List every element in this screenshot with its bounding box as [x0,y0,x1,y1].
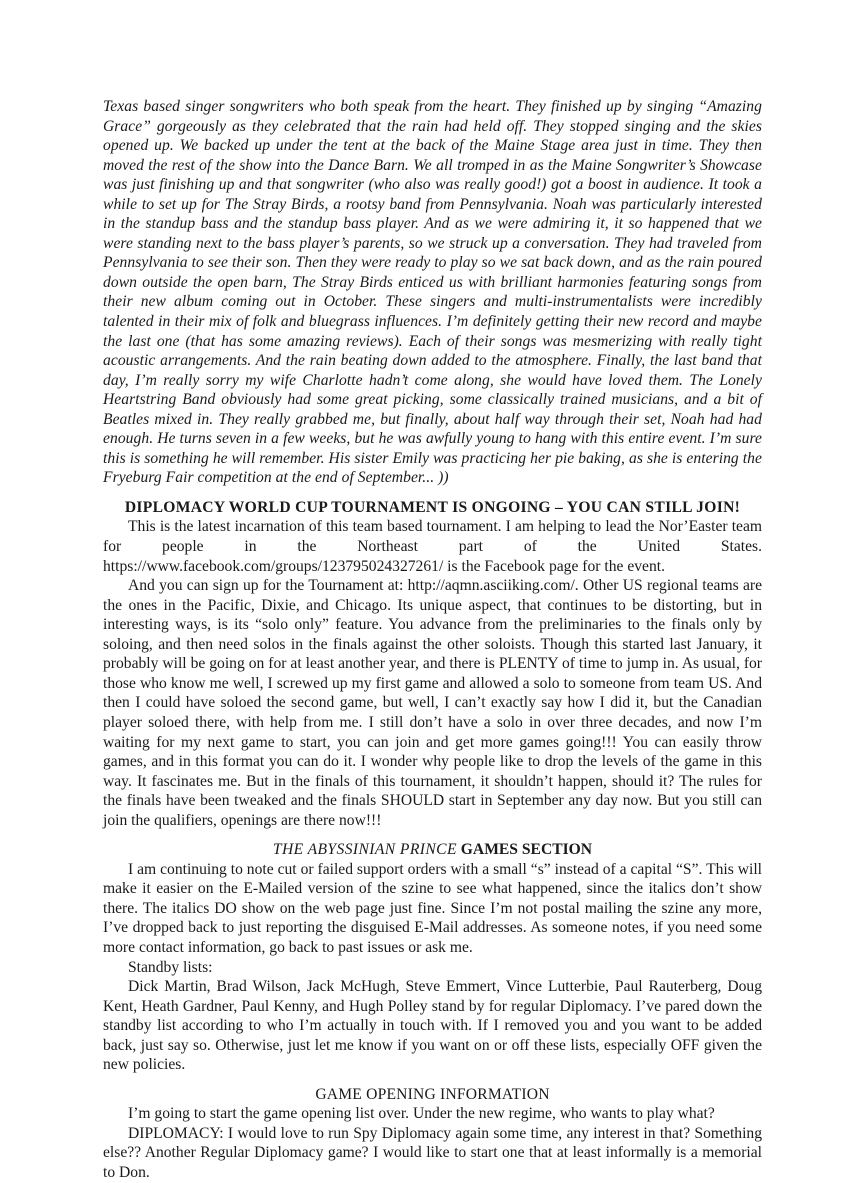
section-diplomacy-world-cup [103,498,762,830]
document-page [103,97,762,1183]
zine-title: THE ABYSSINIAN PRINCE [272,841,457,859]
section-heading-games [103,840,762,860]
section-heading-world-cup: DIPLOMACY WORLD CUP TOURNAMENT IS ONGOING – YOU CAN STILL JOIN! [124,498,741,516]
world-cup-paragraph-intro: This is the latest incarnation of this team based tournament. I am helping to lead the Nor’Easter team for people in the Northeast part of the United States. https://www.facebook.com/groups/123795024327261/ is the Facebook page for the event. [103,518,762,575]
section-heading-game-opening: GAME OPENING INFORMATION [315,1085,550,1103]
section-games [103,840,762,1075]
game-opening-paragraph-intro: I’m going to start the game opening list over. Under the new regime, who wants to play what? [128,1105,715,1123]
section-game-opening [103,1085,762,1183]
standby-lists-label: Standby lists: [128,958,213,976]
standby-list-paragraph: Dick Martin, Brad Wilson, Jack McHugh, Steve Emmert, Vince Lutterbie, Paul Rauterberg, Doug Kent, Heath Gardner, Paul Kenny, and Hugh Polley stand by for regular Diplomacy. I’ve pared down the standby list according to who I’m actually in touch with. If I removed you and you want to be added back, just say so. Otherwise, just let me know if you want on or off these lists, especially OFF given the new policies. [103,978,762,1074]
game-opening-paragraph-diplomacy: DIPLOMACY: I would love to run Spy Diplomacy again some time, any interest in that? Something else?? Another Regular Diplomacy game? I would like to start one that at least informally is a memorial to Don. [103,1124,762,1181]
games-section-label: GAMES SECTION [460,841,593,859]
world-cup-paragraph-signup: And you can sign up for the Tournament at: http://aqmn.asciiking.com/. Other US regional teams are the ones in the Pacific, Dixie, and Chicago. Its unique aspect, that continues to be distorting, but in interesting ways, is its “solo only” feature. You advance from the preliminaries to the finals only by soloing, and then need solos in the finals against the other soloists. Though this started last January, it probably will be going on for at least another year, and there is PLENTY of time to jump in. As usual, for those who know me well, I screwed up my first game and allowed a solo to someone from team US. And then I could have soloed the second game, but well, I can’t exactly say how I did it, but the Canadian player soloed there, with help from me. I still don’t have a solo in over three decades, and now I’m waiting for my next game to start, you can join and get more games going!!! You can easily throw games, and in this format you can do it. I wonder why people like to drop the levels of the game in this way. It fascinates me. But in the finals of this tournament, it shouldn’t happen, should it? The rules for the finals have been tweaked and the finals SHOULD start in September any day now. But you still can join the qualifiers, openings are there now!!! [103,577,762,829]
games-paragraph-notation: I am continuing to note cut or failed support orders with a small “s” instead of a capital “S”. This will make it easier on the E-Mailed version of the szine to see what happened, since the italics don’t show there. The italics DO show on the web page just fine. Since I’m not postal mailing the szine any more, I’ve dropped back to just reporting the disguised E-Mail addresses. As someone notes, if you need some more contact information, go back to past issues or ask me. [103,860,762,956]
concert-review-paragraph: Texas based singer songwriters who both speak from the heart. They finished up by singing “Amazing Grace” gorgeously as they celebrated that the rain had held off. They stopped singing and the skies opened up. We backed up under the tent at the back of the Maine Stage area just in time. They then moved the rest of the show into the Dance Barn. We all tromped in as the Maine Songwriter’s Showcase was just finishing up and that songwriter (who also was really good!) got a boost in audience. It took a while to set up for The Stray Birds, a rootsy band from Pennsylvania. Noah was particularly interested in the standup bass and the standup bass player. And as we were admiring it, it so happened that we were standing next to the bass player’s parents, so we struck up a conversation. They had traveled from Pennsylvania to see their son. Then they were ready to play so we sat back down, and as the rain poured down outside the open barn, The Stray Birds enticed us with brilliant harmonies featuring songs from their new album coming out in October. These singers and multi-instrumentalists were incredibly talented in their mix of folk and bluegrass influences. I’m definitely getting their new record and maybe the last one (that has some amazing reviews). Each of their songs was mesmerizing with really tight acoustic arrangements. And the rain beating down added to the atmosphere. Finally, the last band that day, I’m really sorry my wife Charlotte hadn’t come along, she would have loved them. The Lonely Heartstring Band obviously had some great picking, some classically trained musicians, and a bit of Beatles mixed in. They really grabbed me, but finally, about half way through their set, Noah had had enough. He turns seven in a few weeks, but he was awfully young to hang with this entire event. I’m sure this is something he will remember. His sister Emily was practicing her pie baking, as she is entering the Fryeburg Fair competition at the end of September... )) [103,98,762,487]
